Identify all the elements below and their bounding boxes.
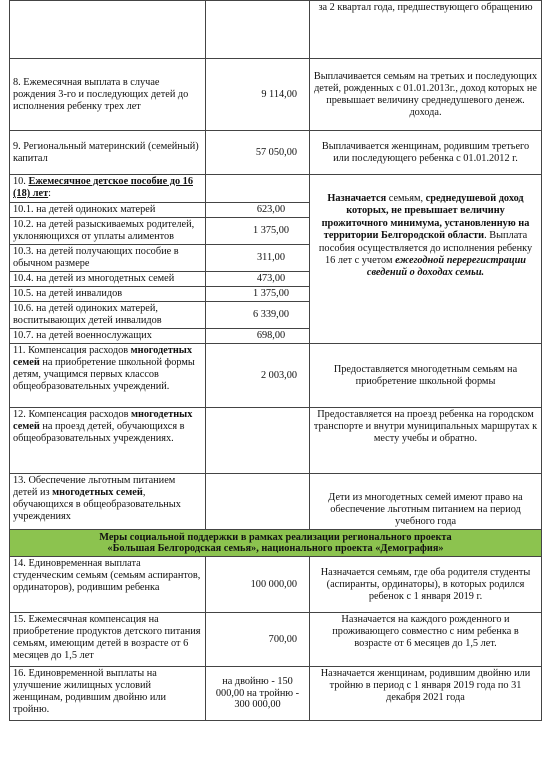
row-title-prefix: 10. (13, 176, 29, 187)
table-row (10, 613, 542, 667)
sub-row-amount: 1 375,00 (206, 218, 310, 245)
table-row (10, 344, 542, 408)
desc-plain: семьям, (386, 193, 426, 204)
row-title-suffix: на проезд детей, обучающихся в общеобразовательных учреждениях. (13, 421, 185, 444)
row-title: 15. Ежемесячная компенсация на приобретение продуктов детского питания семьям, имеющим детей в возрасте от 6 месяцев до 1,5 лет (10, 613, 206, 667)
section-banner-cell (10, 530, 542, 557)
row-title (10, 408, 206, 474)
row-amount: 2 003,00 (206, 344, 310, 408)
banner-line: Меры социальной поддержки в рамках реализации регионального проекта (99, 531, 452, 543)
row-title: 14. Единовременная выплата студенческим семьям (семьям аспирантов, ординаторов), родившим ребенка (10, 557, 206, 613)
row-title-prefix: 13. Обеспечение льготным питанием детей из (13, 475, 176, 498)
row-amount-cell (206, 408, 310, 474)
row-title-bold: Ежемесячное детское пособие до 16 (18) лет (13, 176, 193, 199)
table-row (10, 667, 542, 721)
sub-row-amount: 698,00 (206, 329, 310, 344)
row-description: Предоставляется многодетным семьям на приобретение школьной формы (310, 344, 542, 408)
sub-row-label: 10.1. на детей одиноких матерей (10, 203, 206, 218)
sub-row-label: 10.5. на детей инвалидов (10, 287, 206, 302)
sub-row-label: 10.3. на детей получающих пособие в обычном размере (10, 245, 206, 272)
row-title-bold: многодетных семей (13, 345, 192, 368)
sub-row-amount: 311,00 (206, 245, 310, 272)
table-row (10, 474, 542, 530)
row-description: Назначается семьям, где оба родителя студенты (аспиранты, ординаторы), в которых родился ребенок с 1 января 2019 г. (310, 557, 542, 613)
banner-line: «Большая Белгородская семья», национального проекта «Демография» (107, 543, 444, 554)
desc-bold: среднедушевой доход которых, не превышает величину прожиточного минимума, установленную на территории Белгородской области (321, 193, 530, 242)
social-support-table (9, 0, 542, 721)
row-title: 16. Единовременной выплаты на улучшение жилищных условий женщинам, родившим двойню или тройню. (10, 667, 206, 721)
sub-row-amount: 473,00 (206, 272, 310, 287)
row-title-cell (10, 1, 206, 59)
row-description: Назначается женщинам, родившим двойню или тройню в период с 1 января 2019 года по 31 декабря 2021 года (310, 667, 542, 721)
table-row (10, 59, 542, 131)
row-amount: 9 114,00 (206, 59, 310, 131)
row-description: Назначается на каждого рожденного и проживающего совместно с ним ребенка в возрасте от 6 месяцев до 1,5 лет. (310, 613, 542, 667)
desc-plain: . Выплата пособия осуществляется до исполнения ребенку 16 лет с учетом (318, 230, 533, 267)
sub-row-amount: 623,00 (206, 203, 310, 218)
table-row (10, 131, 542, 175)
row-title (10, 474, 206, 530)
row-title-suffix: : (48, 188, 52, 199)
row-amount: 100 000,00 (206, 557, 310, 613)
sub-row-label: 10.4. на детей из многодетных семей (10, 272, 206, 287)
row-description: Выплачивается семьям на третьих и последующих детей, рожденных с 01.01.2013г., доход которых не превышает величину среднедушевого денеж. дохода. (310, 59, 542, 131)
row-amount: на двойню - 150 000,00 на тройню - 300 000,00 (206, 667, 310, 721)
desc-bold-italic: ежегодной перерегистрации сведений о доходах семьи. (366, 255, 527, 279)
row-title: 9. Региональный материнский (семейный) капитал (10, 131, 206, 175)
table-row (10, 408, 542, 474)
row-description: за 2 квартал года, предшествующего обращению (310, 1, 542, 59)
sub-row-label: 10.6. на детей одиноких матерей, воспитывающих детей инвалидов (10, 302, 206, 329)
row-title: 8. Ежемесячная выплата в случае рождения 3-го и последующих детей до исполнения ребенку трех лет (10, 59, 206, 131)
row-amount-cell (206, 175, 310, 203)
row-title-bold: многодетных семей (52, 487, 143, 498)
section-banner (10, 530, 542, 557)
row-title-suffix: на приобретение школьной формы детям, учащимся первых классов общеобразовательных учреждений. (13, 357, 195, 392)
sub-row-amount: 6 339,00 (206, 302, 310, 329)
table-row (10, 1, 542, 59)
row-title-prefix: 12. Компенсация расходов (13, 409, 132, 420)
row-title-prefix: 11. Компенсация расходов (13, 345, 131, 356)
row-description (310, 175, 542, 344)
row-description: Дети из многодетных семей имеют право на обеспечение льготным питанием на период учебного года (310, 474, 542, 530)
row-description: Выплачивается женщинам, родившим третьего или последующего ребенка с 01.01.2012 г. (310, 131, 542, 175)
row-title (10, 344, 206, 408)
row-amount-cell (206, 474, 310, 530)
row-title-suffix: , обучающихся в общеобразовательных учреждениях (13, 487, 181, 522)
row-amount-cell (206, 1, 310, 59)
sub-row-label: 10.7. на детей военнослужащих (10, 329, 206, 344)
row-title (10, 175, 206, 203)
sub-row-amount: 1 375,00 (206, 287, 310, 302)
table-row (10, 557, 542, 613)
sub-row-label: 10.2. на детей разыскиваемых родителей, уклоняющихся от уплаты алиментов (10, 218, 206, 245)
row-amount: 57 050,00 (206, 131, 310, 175)
table-row (10, 175, 542, 203)
row-description: Предоставляется на проезд ребенка на городском транспорте и внутри муниципальных маршрутах к месту учебы и обратно. (310, 408, 542, 474)
desc-bold: Назначается (327, 193, 387, 204)
row-amount: 700,00 (206, 613, 310, 667)
row-title-bold: многодетных семей (13, 409, 193, 432)
